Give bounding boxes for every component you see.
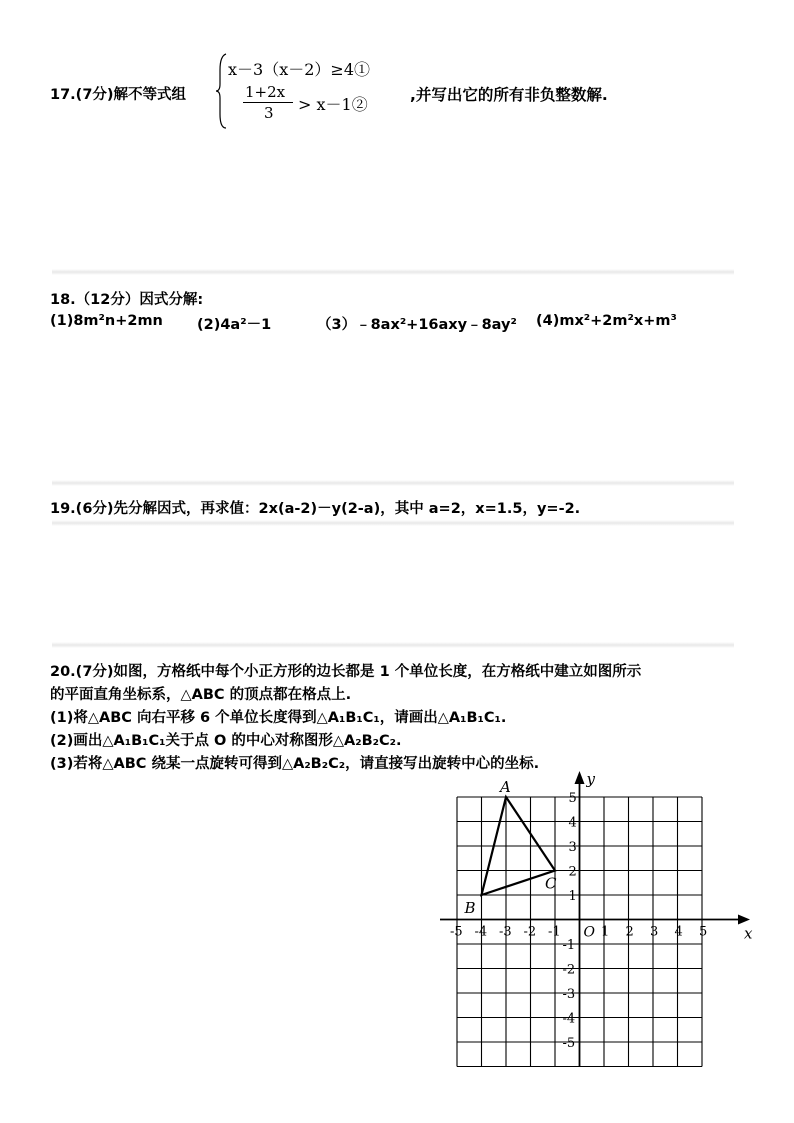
y-tick-label: 3 <box>568 840 577 855</box>
x-tick-label: 1 <box>601 924 610 940</box>
y-tick-label: -3 <box>562 987 576 1002</box>
q20-line4: (2)画出△A₁B₁C₁关于点 O 的中心对称图形△A₂B₂C₂. <box>50 733 402 749</box>
vertex-label-c: C <box>545 874 557 893</box>
x-axis-arrow <box>738 915 750 925</box>
q18-part3: （3）﹣8ax²+16axy﹣8ay² <box>317 317 517 333</box>
divider <box>52 642 734 648</box>
coordinate-grid-figure <box>440 770 753 1060</box>
divider <box>52 269 734 275</box>
x-tick-label: 2 <box>625 924 634 940</box>
divider <box>52 480 734 486</box>
q17-ineq2-denominator: 3 <box>264 104 274 122</box>
q19-text: 19.(6分)先分解因式，再求值：2x(a-2)－y(2-a)，其中 a=2，x=1.5，y=-2. <box>50 501 581 517</box>
y-tick-label: -2 <box>562 962 576 978</box>
x-tick-label: 5 <box>699 924 708 940</box>
q18-part4: (4)mx²+2m²x+m³ <box>536 313 677 329</box>
y-axis-label: y <box>586 770 595 788</box>
divider <box>52 520 734 526</box>
y-tick-label: 1 <box>568 889 577 904</box>
x-tick-label: -3 <box>499 924 512 940</box>
y-tick-label: 5 <box>568 791 577 806</box>
x-axis-label: x <box>744 924 753 943</box>
q17-ineq2-numerator: 1+2x <box>245 83 286 101</box>
system-brace <box>214 52 228 130</box>
x-tick-label: -5 <box>450 924 463 940</box>
vertex-label-a: A <box>500 778 511 796</box>
q18-part2: (2)4a²－1 <box>197 317 272 333</box>
y-tick-label: 4 <box>568 815 577 831</box>
q20-line3: (1)将△ABC 向右平移 6 个单位长度得到△A₁B₁C₁，请画出△A₁B₁C₁. <box>50 710 507 726</box>
y-tick-label: 2 <box>568 864 577 880</box>
q18-title: 18.（12分）因式分解: <box>50 292 204 308</box>
x-tick-label: -1 <box>548 924 561 940</box>
x-tick-label: 3 <box>650 924 659 940</box>
y-tick-label: -4 <box>562 1011 576 1027</box>
q17-ineq1: x－3（x－2）≥4① <box>228 60 370 79</box>
vertex-label-b: B <box>464 899 476 917</box>
q20-line5: (3)若将△ABC 绕某一点旋转可得到△A₂B₂C₂，请直接写出旋转中心的坐标. <box>50 756 540 772</box>
q17-prefix: 17.(7分)解不等式组 <box>50 87 187 103</box>
x-tick-label: -4 <box>474 924 488 940</box>
q18-part1: (1)8m²n+2mn <box>50 313 163 329</box>
y-tick-label: -5 <box>562 1036 576 1051</box>
x-tick-label: 4 <box>674 924 683 940</box>
q20-line2: 的平面直角坐标系，△ABC 的顶点都在格点上. <box>50 687 352 703</box>
origin-label: O <box>583 924 595 941</box>
y-tick-label: -1 <box>562 938 576 953</box>
q17-fraction-bar <box>243 102 293 103</box>
q17-suffix: ,并写出它的所有非负整数解. <box>410 86 608 104</box>
q17-ineq2-rest: > x－1② <box>298 95 368 114</box>
y-axis-arrow <box>575 771 585 784</box>
x-tick-label: -2 <box>523 924 537 940</box>
q20-line1: 20.(7分)如图，方格纸中每个小正方形的边长都是 1 个单位长度，在方格纸中建立如图所示 <box>50 664 642 680</box>
